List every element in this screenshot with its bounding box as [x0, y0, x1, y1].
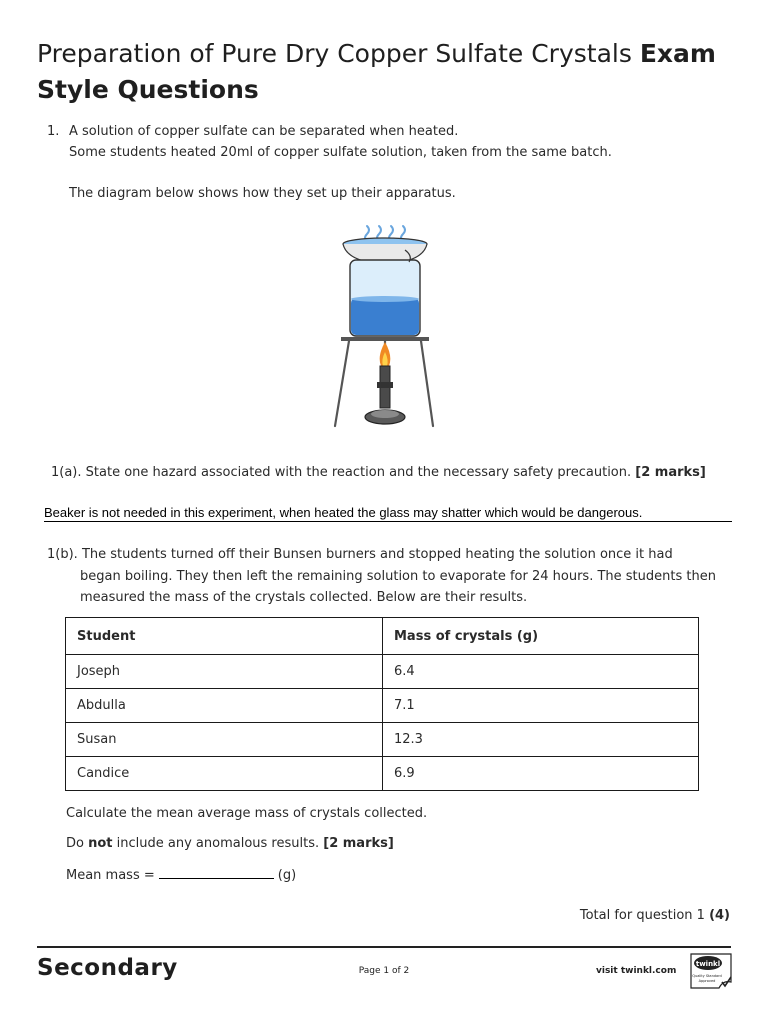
table-header-mass: Mass of crystals (g) [383, 618, 699, 655]
mean-mass-unit: (g) [277, 868, 297, 883]
table-cell-mass: 12.3 [383, 723, 699, 757]
mean-mass-line [66, 865, 296, 886]
table-cell-mass: 7.1 [383, 689, 699, 723]
beaker [350, 250, 420, 336]
mean-mass-label: Mean mass = [66, 868, 155, 883]
quality-badge-icon [688, 952, 734, 992]
flame-icon [380, 342, 391, 369]
page-number: Page 1 of 2 [358, 966, 410, 976]
title-bold-1: Exam [639, 39, 716, 68]
calc-rest: include any anomalous results. [116, 836, 320, 851]
footer-divider [37, 946, 731, 948]
question-1b-label: 1(b). [47, 547, 78, 562]
title-bold-2: Style Questions [37, 75, 259, 104]
table-cell-student: Joseph [66, 655, 383, 689]
question-1b-line-2: began boiling. They then left the remaining solution to evaporate for 24 hours. The students then [80, 569, 716, 584]
table-header-row [66, 618, 699, 655]
table-cell-mass: 6.4 [383, 655, 699, 689]
calc-note [66, 833, 394, 854]
question-total [530, 905, 730, 926]
question-1-line-3: The diagram below shows how they set up their apparatus. [69, 186, 456, 201]
question-1a-answer: Beaker is not needed in this experiment, when heated the glass may shatter which would be dangerous. [44, 505, 732, 522]
question-1-line-1: A solution of copper sulfate can be separated when heated. [69, 124, 459, 139]
question-1b-line-1 [47, 544, 673, 565]
calc-marks: [2 marks] [323, 836, 394, 851]
calc-not: not [88, 836, 113, 851]
question-1a [51, 462, 741, 483]
table-row [66, 723, 699, 757]
page-title [37, 36, 737, 108]
question-1b-line-3: measured the mass of the crystals collected. Below are their results. [80, 590, 528, 605]
title-normal: Preparation of Pure Dry Copper Sulfate Crystals [37, 39, 632, 68]
badge-line-2: Approved [698, 979, 716, 983]
table-row [66, 757, 699, 791]
table-cell-mass: 6.9 [383, 757, 699, 791]
badge-brand: twinkl [695, 960, 721, 968]
question-1a-marks: [2 marks] [635, 465, 706, 480]
table-header-student: Student [66, 618, 383, 655]
question-total-label: Total for question 1 [579, 908, 705, 923]
calc-do: Do [66, 836, 84, 851]
question-1a-label: 1(a). [51, 465, 82, 480]
table-cell-student: Abdulla [66, 689, 383, 723]
question-1-line-2: Some students heated 20ml of copper sulfate solution, taken from the same batch. [69, 145, 612, 160]
secondary-logo: Secondary [37, 955, 178, 981]
visit-link[interactable]: visit twinkl.com [596, 966, 677, 976]
calc-instruction: Calculate the mean average mass of crystals collected. [66, 806, 428, 821]
table-row [66, 689, 699, 723]
badge-line-1: Quality Standard [692, 974, 722, 978]
question-1b-text-1: The students turned off their Bunsen burners and stopped heating the solution once it had [81, 547, 673, 562]
mean-mass-answer-blank[interactable] [159, 866, 274, 879]
table-cell-student: Susan [66, 723, 383, 757]
results-table [65, 617, 699, 791]
table-cell-student: Candice [66, 757, 383, 791]
question-total-value: (4) [709, 908, 730, 923]
question-1-number: 1. [47, 124, 60, 139]
table-row [66, 655, 699, 689]
question-1a-text: State one hazard associated with the reaction and the necessary safety precaution. [85, 465, 632, 480]
apparatus-diagram [325, 222, 445, 432]
bunsen-burner [365, 366, 405, 424]
